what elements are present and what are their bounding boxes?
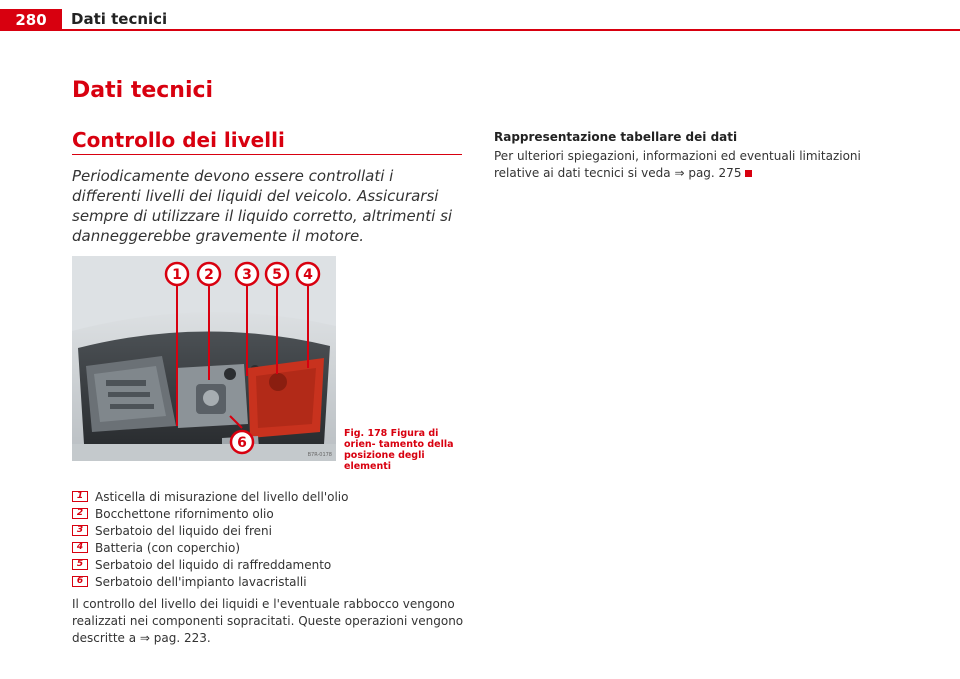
page-title: Dati tecnici (72, 78, 214, 103)
end-of-section-icon (745, 170, 752, 177)
section-rule (72, 154, 462, 155)
section-title: Controllo dei livelli (72, 128, 285, 152)
callout-label: 1 (172, 267, 182, 283)
list-item (72, 573, 472, 590)
list-item (72, 488, 472, 505)
legend-list (72, 488, 472, 590)
list-item (72, 505, 472, 522)
callout-label: 6 (237, 435, 247, 451)
legend-text: Serbatoio del liquido di raffreddamento (95, 557, 332, 572)
legend-text: Asticella di misurazione del livello dell'olio (95, 489, 349, 504)
page-ref-link[interactable]: pag. 275 (684, 166, 742, 180)
header-rule (62, 29, 960, 31)
list-item (72, 556, 472, 573)
page-number: 280 (0, 9, 62, 31)
page-ref-arrow-icon: ⇒ (674, 166, 685, 180)
right-body-text: Per ulteriori spiegazioni, informazioni ed eventuali limitazioni relative ai dati tecnici si veda (494, 149, 861, 180)
header-title: Dati tecnici (71, 10, 168, 28)
legend-text: Serbatoio dell'impianto lavacristalli (95, 574, 307, 589)
page-header (0, 0, 960, 31)
callout-label: 4 (303, 267, 313, 283)
page-ref-arrow-icon: ⇒ (139, 631, 150, 645)
legend-badge: 5 (72, 559, 88, 570)
legend-text: Serbatoio del liquido dei freni (95, 523, 272, 538)
figure-code: B7R-0178 (307, 452, 332, 458)
callout-label: 3 (242, 267, 252, 283)
legend-text: Batteria (con coperchio) (95, 540, 241, 555)
legend-badge: 2 (72, 508, 88, 519)
figure-caption: Fig. 178 Figura di orien- tamento della posizione degli elementi (344, 428, 454, 472)
engine-bay-illustration (72, 256, 336, 461)
data-table-paragraph (494, 148, 894, 182)
legend-badge: 4 (72, 542, 88, 553)
engine-bay-photo (72, 256, 336, 461)
legend-badge: 6 (72, 576, 88, 587)
data-table-heading: Rappresentazione tabellare dei dati (494, 130, 738, 144)
section-intro: Periodicamente devono essere controllati i differenti livelli dei liquidi del veicolo. Assicurarsi sempre di utilizzare il liquido corretto, altrimenti si danneggerebbe gravemente il motore. (72, 167, 453, 245)
legend-badge: 1 (72, 491, 88, 502)
callout-label: 2 (204, 267, 214, 283)
page-ref-link[interactable]: pag. 223. (149, 631, 211, 645)
list-item (72, 539, 472, 556)
list-item (72, 522, 472, 539)
callout-label: 5 (272, 267, 282, 283)
body-paragraph (72, 596, 467, 647)
body-text: Il controllo del livello dei liquidi e l'eventuale rabbocco vengono realizzati nei componenti sopracitati. Queste operazioni vengono descritte a (72, 597, 464, 645)
legend-text: Bocchettone rifornimento olio (95, 506, 274, 521)
legend-badge: 3 (72, 525, 88, 536)
